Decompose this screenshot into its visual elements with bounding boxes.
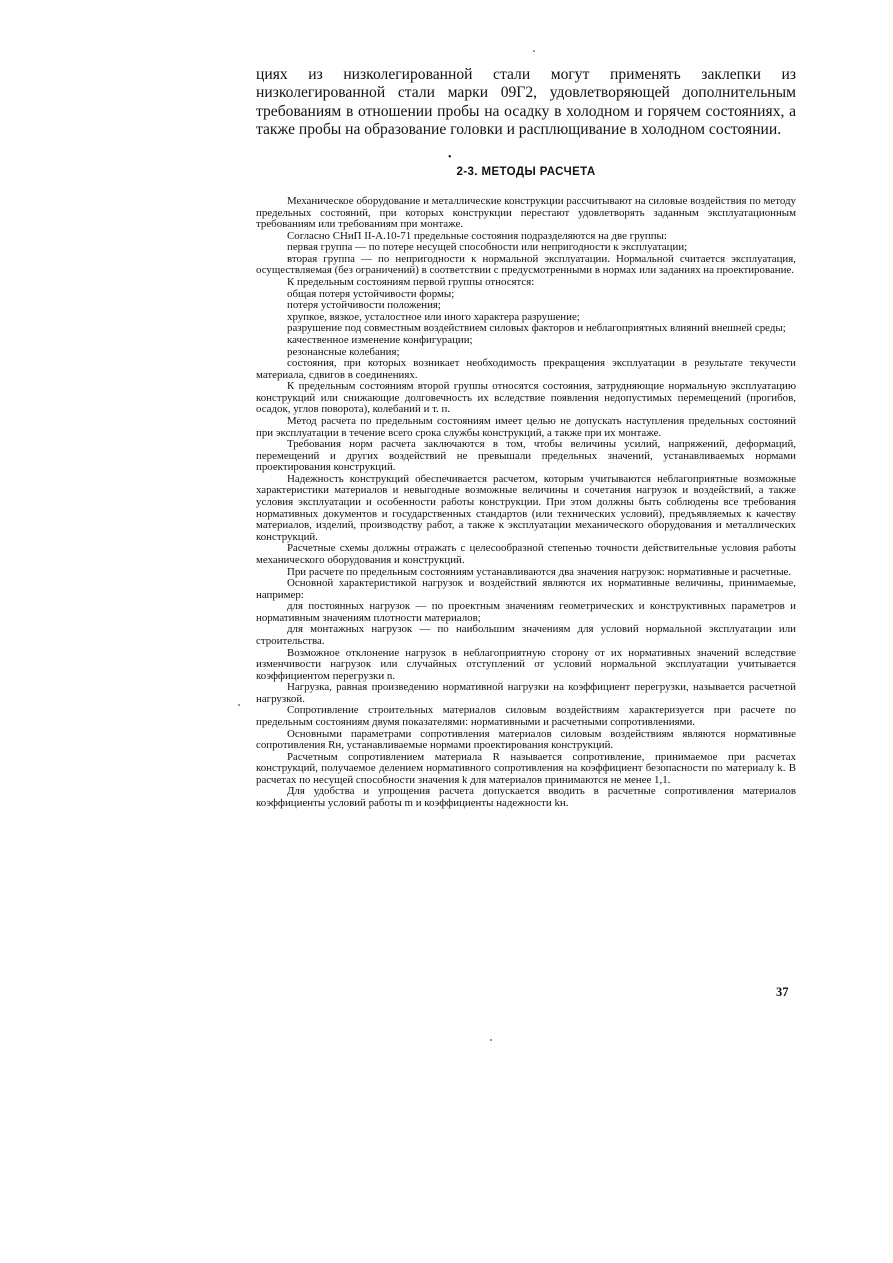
- list-item: общая потеря устойчивости формы;: [287, 287, 455, 300]
- section-body: [256, 196, 796, 810]
- paragraph: Основными параметрами сопротивления материалов силовым воздействиям являются нормативные сопротивления Rн, устанавливаемые нормами проектирования конструкций.: [256, 727, 796, 752]
- list-item: качественное изменение конфигурации;: [287, 333, 473, 346]
- paragraph: Надежность конструкций обеспечивается расчетом, которым учитываются неблагоприятные возможные характеристики материалов и невыгодные возможные величины и сочетания нагрузок и воздействий, а также условия эксплуатации и особенности работы конструкции. При этом должны быть соблюдены все требования нормативных документов и государственных стандартов (или технических условий), предъявляемых к качеству материалов, изделий, производству работ, а также к эксплуатации механического оборудования и металлических конструкций.: [256, 472, 796, 543]
- paragraph: Механическое оборудование и металлические конструкции рассчитывают на силовые воздействия по методу предельных состояний, при которых конструкции перестают удовлетворять заданным эксплуатационным требованиям или требованиям при монтаже.: [256, 195, 796, 231]
- paragraph: Требования норм расчета заключаются в том, чтобы величины усилий, напряжений, деформаций, перемещений и других воздействий не превышали предельных значений, устанавливаемых нормами проектирования конструкций.: [256, 438, 796, 474]
- list-item: вторая группа — по непригодности к нормальной эксплуатации. Нормальной считается эксплуатация, осуществляемая (без ограничений) в соответствии с предусмотренными в нормах или заданиях на проектирование.: [256, 252, 796, 277]
- paragraph: Расчетным сопротивлением материала R называется сопротивление, принимаемое при расчетах конструкций, получаемое делением нормативного сопротивления на коэффициент безопасности по материалу k. В расчетах по несущей способности значения k для материалов принимаются не менее 1,1.: [256, 750, 796, 786]
- list-item: для монтажных нагрузок — по наибольшим значениям для условий нормальной эксплуатации или строительства.: [256, 623, 796, 647]
- scan-speck: [533, 50, 535, 52]
- paragraph: К предельным состояниям первой группы относятся:: [287, 276, 535, 289]
- list-item: потеря устойчивости положения;: [287, 299, 441, 312]
- paragraph: Возможное отклонение нагрузок в неблагоприятную сторону от их нормативных значений вследствие изменчивости нагрузок или случайных отступлений от условий нормальной эксплуатации учитывается коэффициентом перегрузки n.: [256, 646, 796, 682]
- list-item: состояния, при которых возникает необходимость прекращения эксплуатации в результате текучести материала, сдвигов в соединениях.: [256, 357, 796, 381]
- paragraph: Согласно СНиП II-А.10-71 предельные состояния подразделяются на две группы:: [287, 229, 667, 242]
- list-item: первая группа — по потере несущей способности или непригодности к эксплуатации;: [287, 241, 688, 254]
- paragraph: Нагрузка, равная произведению нормативной нагрузки на коэффициент перегрузки, называется расчетной нагрузкой.: [256, 681, 796, 705]
- paragraph: К предельным состояниям второй группы относятся состояния, затрудняющие нормальную эксплуатацию конструкций или снижающие долговечность их вследствие появления недопустимых перемещений (прогибов, осадок, углов поворота), колебаний и т. п.: [256, 380, 796, 416]
- paragraph: Для удобства и упрощения расчета допускается вводить в расчетные сопротивления материалов коэффициенты условий работы m и коэффициенты надежности kн.: [256, 785, 796, 810]
- intro-paragraph: [256, 66, 796, 139]
- list-item: разрушение под совместным воздействием силовых факторов и неблагоприятных влияний внешней среды;: [287, 322, 786, 335]
- paragraph: Метод расчета по предельным состояниям имеет целью не допускать наступления предельных состояний при эксплуатации в течение всего срока службы конструкций, а также при их монтаже.: [256, 414, 796, 439]
- scan-speck: [490, 1039, 492, 1041]
- list-item: хрупкое, вязкое, усталостное или иного характера разрушение;: [287, 310, 580, 323]
- list-item: резонансные колебания;: [287, 345, 400, 358]
- paragraph: При расчете по предельным состояниям устанавливаются два значения нагрузок: нормативные и расчетные.: [287, 565, 792, 578]
- scan-speck: [238, 704, 240, 706]
- section-heading: 2-3. МЕТОДЫ РАСЧЕТА: [456, 166, 596, 178]
- intro-text: циях из низколегированной стали могут применять заклепки из низколегированной стали марки 09Г2, удовлетворяющей дополнительным требованиям в отношении пробы на осадку в холодном и горячем состояниях, а также пробы на образование головки и расплющивание в холодном состоянии.: [256, 66, 796, 138]
- paragraph: Сопротивление строительных материалов силовым воздействиям характеризуется при расчете по предельным состояниям двумя показателями: нормативными и расчетными сопротивлениями.: [256, 704, 796, 729]
- bullet-mark: •: [448, 152, 452, 163]
- paragraph: Расчетные схемы должны отражать с целесообразной степенью точности действительные условия работы механического оборудования и конструкций.: [256, 542, 796, 566]
- page-number: 37: [776, 985, 789, 999]
- paragraph: Основной характеристикой нагрузок и воздействий являются их нормативные величины, принимаемые, например:: [256, 577, 796, 601]
- list-item: для постоянных нагрузок — по проектным значениям геометрических и конструктивных параметров и нормативным значениям плотности материалов;: [256, 600, 796, 624]
